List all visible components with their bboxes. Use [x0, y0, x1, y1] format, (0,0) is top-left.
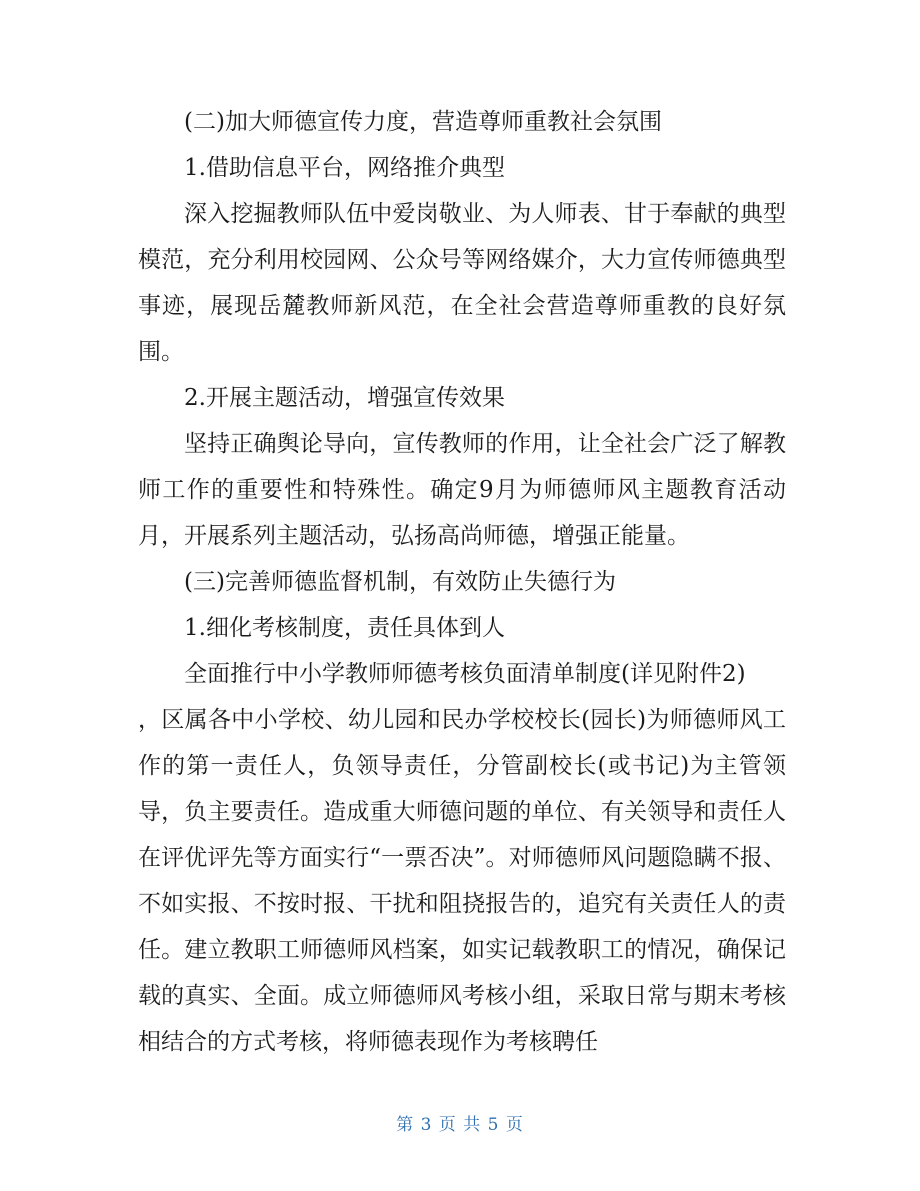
paragraph-3-1-body: ，区属各中小学校、幼儿园和民办学校校长(园长)为师德师风工作的第一责任人，负领导责任，分管副校长(或书记)为主管领导，负主要责任。造成重大师德问题的单位、有关领导和责任人在评优评先等方面实行“一票否决”。对师德师风问题隐瞒不报、不如实报、不按时报、干扰和阻挠报告的，追究有关责任人的责任。建立教职工师德师风档案，如实记载教职工的情况，确保记载的真实、全面。成立师德师风考核小组，采取日常与期末考核相结合的方式考核，将师德表现作为考核聘任: [138, 707, 786, 1055]
paragraph-2-1: 深入挖掘教师队伍中爱岗敬业、为人师表、甘于奉献的典型模范，充分利用校园网、公众号等网络媒介，大力宣传师德典型事迹，展现岳麓教师新风范，在全社会营造尊师重教的良好氛围。: [138, 201, 786, 365]
subheading-3-1: 1.细化考核制度，责任具体到人: [184, 615, 505, 641]
section-heading-3: (三)完善师德监督机制，有效防止失德行为: [184, 569, 616, 595]
paragraph-3-1-lead: 全面推行中小学教师师德考核负面清单制度(详见附件2): [184, 661, 746, 687]
page-number-footer: 第 3 页 共 5 页: [396, 1115, 524, 1135]
paragraph-2-2: 坚持正确舆论导向，宣传教师的作用，让全社会广泛了解教师工作的重要性和特殊性。确定9月为师德师风主题教育活动月，开展系列主题活动，弘扬高尚师德，增强正能量。: [138, 431, 786, 549]
subheading-2-2: 2.开展主题活动，增强宣传效果: [184, 385, 505, 411]
section-heading-2: (二)加大师德宣传力度，营造尊师重教社会氛围: [184, 109, 662, 135]
subheading-2-1: 1.借助信息平台，网络推介典型: [184, 155, 505, 181]
document-body: [138, 99, 786, 1065]
